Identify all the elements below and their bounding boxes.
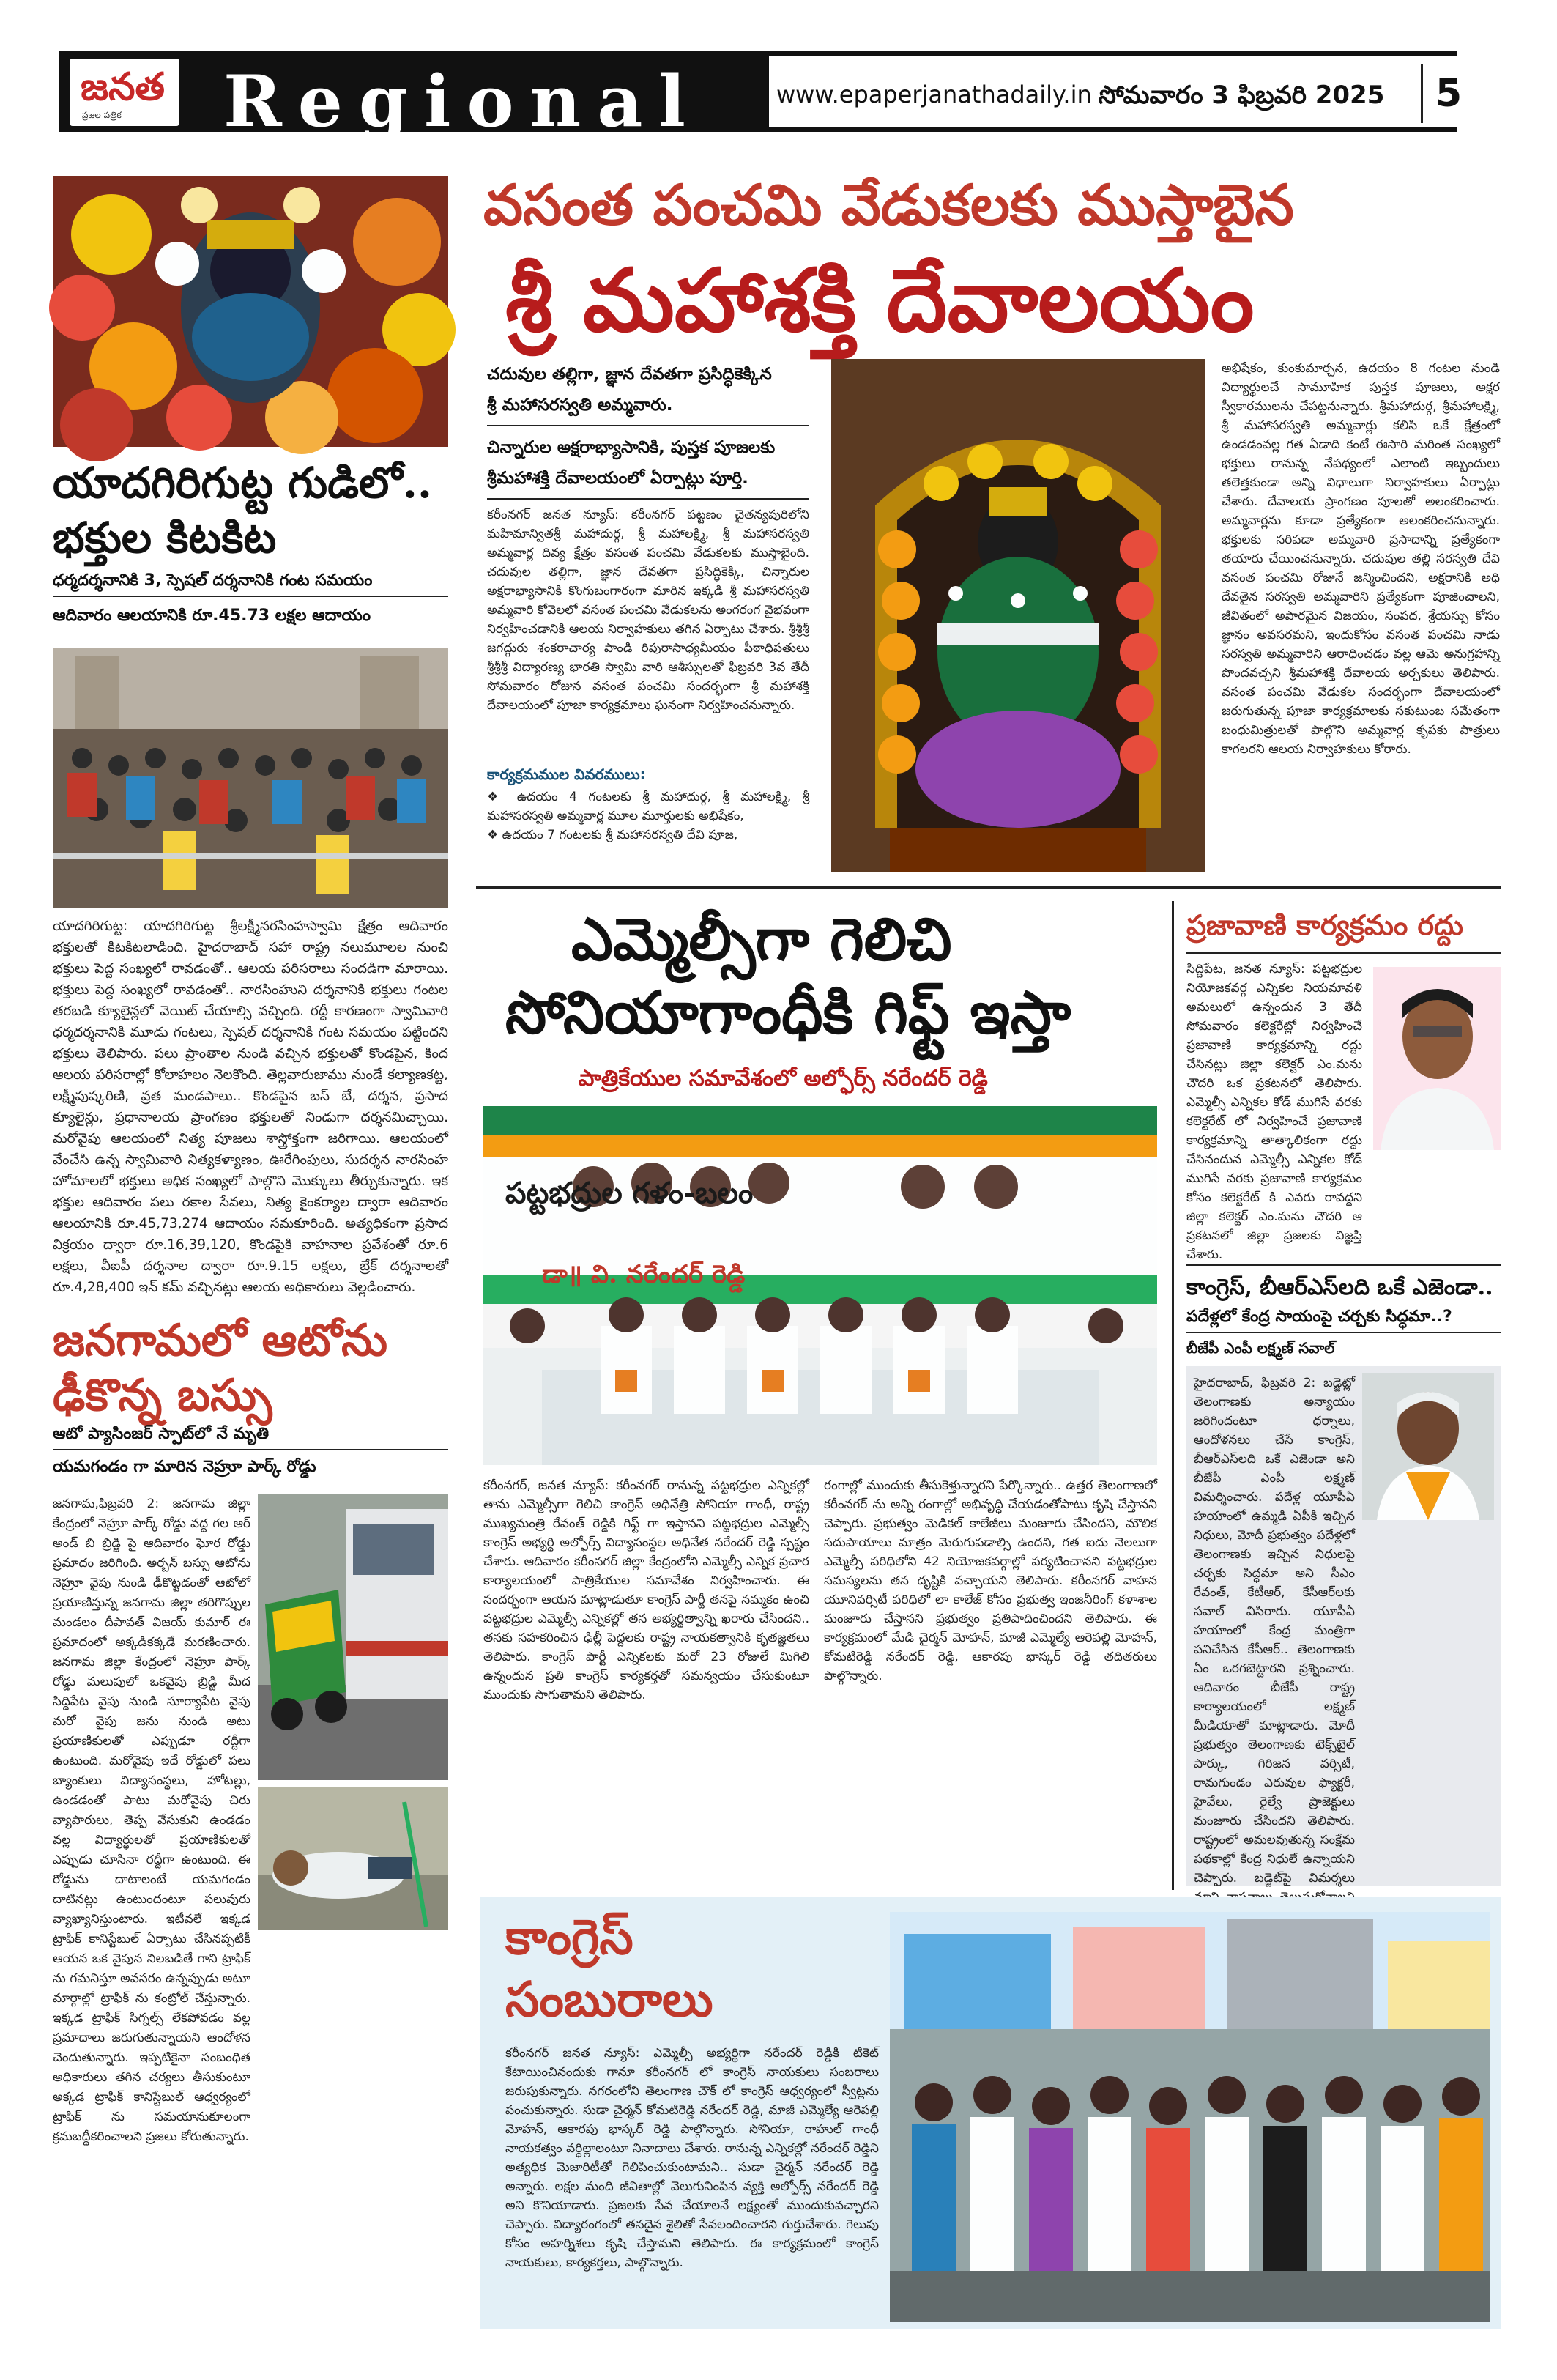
- celebrations-headline-2: సంబురాలు: [505, 1971, 713, 2028]
- column-divider: [1172, 901, 1174, 1890]
- jangaon-subhead-2: యమగండం గా మారిన నెహ్రూ పార్క్ రోడ్డు: [53, 1458, 316, 1476]
- bjp-subhead: పదేళ్లలో కేంద్ర సాయంపై చర్చకు సిద్ధమా..?: [1186, 1308, 1452, 1326]
- yadagiri-headline-2: భక్తుల కిటకిట: [53, 513, 277, 563]
- divider: [1186, 1332, 1501, 1333]
- mlc-article-body-continued: రంగాల్లో ముందుకు తీసుకెళ్తున్నారని పేర్కొన్నారు.. ఉత్తర తెలంగాణలో కరీంనగర్ ను అన్ని రంగాల్లో అభివృద్ధి చేయడంతోపాటు కృషి చేస్తానని చెప్పారు. ప్రభుత్వం మెడికల్ కాలేజీలు మంజూరు చేసిందని, మౌలిక సదుపాయాలు మాత్రం మెరుగుపడాల్సి ఉందని, గత ఐదు నెలలుగా ఎమ్మెల్సీ పరిధిలోని 42 నియోజకవర్గాల్లో పర్యటించానని పట్టభద్రుల సమస్యలను తన దృష్టికి వచ్చాయని తెలిపారు. కరీంనగర్ వాహన యూనివర్సిటీ పరిధిలో లా కాలేజ్ కోసం ప్రభుత్వ ఇంజనీరింగ్ కళాశాల మంజూరు చేస్తానని ప్రభుత్వం ప్రతిపాదించిందని తెలిపారు. ఈ కార్యక్రమంలో మేడి చైర్మన్ మోహన్, మాజీ ఎమ్మెల్యే ఆరెపల్లి మోహన్, కోమటిరెడ్డి నరేందర్ రెడ్డి, ఆకారపు భాస్కర్ రెడ్డి తదితరులు పాల్గొన్నారు.: [824, 1478, 1157, 1683]
- yadagiri-subhead-1: ధర్మదర్శనానికి 3, స్పెషల్ దర్శనానికి గంట సమయం: [53, 571, 373, 590]
- divider: [487, 498, 809, 500]
- accident-bus-auto-photo: [258, 1494, 448, 1780]
- mlc-article-body: కరీంనగర్, జనత న్యూస్: కరీంనగర్ రానున్న పట్టభద్రుల ఎన్నికల్లో తాను ఎమ్మెల్సీగా గెలిచి కాంగ్రెస్ అధినేత్రి సోనియా గాంధీ, రాష్ట్ర ముఖ్యమంత్రి రేవంత్ రెడ్డికి గిఫ్ట్ గా ఇస్తానని పట్టభద్రుల ఎమ్మెల్సీ కాంగ్రెస్ అభ్యర్థి అల్ఫోర్స్ విద్యాసంస్థల అధినేత నరేందర్ రెడ్డి స్పష్టం చేశారు. ఆదివారం కరీంనగర్ జిల్లా కేంద్రంలోని ఎమ్మెల్సీ ఎన్నిక ప్రచార కార్యాలయంలో పాత్రికేయుల సమావేశం నిర్వహించారు. ఈ సందర్భంగా ఆయన మాట్లాడుతూ కాంగ్రెస్ పార్టీ తనపై నమ్మకం ఉంచి పట్టభద్రుల ఎమ్మెల్సీ ఎన్నికల్లో తన అభ్యర్థిత్వాన్ని ఖరారు చేసిందని.. తనకు సహకరించిన ఢిల్లీ పెద్దలకు రాష్ట్ర నాయకత్వానికి కృతజ్ఞతలు తెలిపారు. కాంగ్రెస్ పార్టీ ఎన్నికలకు మరో 23 రోజులే మిగిలి ఉన్నందున ప్రతి కాంగ్రెస్ కార్యకర్తతో సమన్వయం చేసుకుంటూ ముందుకు సాగుతామని తెలిపారు.: [483, 1478, 809, 1702]
- yadagiri-headline-1: యాదగిరిగుట్ట గుడిలో..: [53, 458, 433, 508]
- lead-kicker: వసంత పంచమి వేడుకలకు ముస్తాబైన: [483, 172, 1294, 237]
- injured-victim-photo: [258, 1787, 448, 1930]
- lead-article-body: కరీంనగర్ జనత న్యూస్: కరీంనగర్ పట్టణం చైతన్యపురిలోని మహిమాన్వితశ్రీ మహాదుర్గ, శ్రీ మహాలక్ష్మి, శ్రీ మహాసరస్వతి అమ్మవార్ల దివ్య క్షేత్రం వసంత పంచమి వేడుకలకు ముస్తాబైంది. చదువుల తల్లిగా, జ్ఞాన దేవతగా ప్రసిద్ధికెక్కి, చిన్నారుల అక్షరాభ్యాసానికి కొంగుబంగారంగా మారిన ఇక్కడి శ్రీ మహాసరస్వతి అమ్మవారి కోవెలలో వసంత పంచమి వేడుకలను అంగరంగ వైభవంగా నిర్వహించడానికి ఆలయ నిర్వాహకులు తగిన ఏర్పాటు చేశారు. శ్రీశ్రీశ్రీ జగద్గురు శంకరాచార్య పాండి రిపురాసాధ్యమీయం పీఠాధిపతులు శ్రీశ్రీశ్రీ విద్యారణ్య భారతి స్వామి వారి ఆశీస్సులతో ఫిబ్రవరి 3వ తేదీ సోమవారం రోజున వసంత పంచమి సందర్భంగా శ్రీ మహాశక్తి దేవాలయంలో పూజా కార్యక్రమాలు ఘనంగా నిర్వహించనున్నారు.: [487, 508, 809, 713]
- website-url[interactable]: www.epaperjanathadaily.in: [776, 81, 1092, 108]
- mlc-headline-2: సోనియాగాంధీకి గిఫ్ట్ ఇస్తా: [505, 978, 1071, 1047]
- logo-tagline: ప్రజల పత్రిక: [82, 110, 122, 120]
- celebrations-article-body: కరీంనగర్ జనత న్యూస్: ఎమ్మెల్సీ అభ్యర్థిగా నరేందర్ రెడ్డికి టికెట్ కేటాయించినందుకు గానూ కరీంనగర్ లో కాంగ్రెస్ నాయకులు సంబరాలు జరుపుకున్నారు. నగరంలోని తెలంగాణ చౌక్ లో కాంగ్రెస్ ఆధ్వర్యంలో స్వీట్లను పంచుకున్నారు. సుడా చైర్మన్ కోమటిరెడ్డి నరేందర్ రెడ్డి, మాజీ ఎమ్మెల్యే ఆరెపల్లి మోహన్, ఆకారపు భాస్కర్ రెడ్డి పాల్గొన్నారు. సోనియా, రాహుల్ గాంధీ నాయకత్వం వర్ధిల్లాలంటూ నినాదాలు చేశారు. రానున్న ఎన్నికల్లో నరేందర్ రెడ్డిని అత్యధిక మెజారిటీతో గెలిపించుకుంటామని.. సుడా చైర్మన్ నరేందర్ రెడ్డి అన్నారు. లక్షల మంది జీవితాల్లో వెలుగునింపిన వ్యక్తి అల్ఫోర్స్ నరేందర్ రెడ్డి అని కొనియాడారు. ప్రజలకు సేవ చేయాలనే లక్ష్యంతో ముందుకువచ్చారని చెప్పారు. విద్యారంగంలో తనదైన శైలితో సేవలందించారని గుర్తుచేశారు. గెలుపు కోసం అహర్నిశలు కృషి చేస్తామని తెలిపారు. ఈ కార్యక్రమంలో కాంగ్రెస్ నాయకులు, కార్యకర్తలు, పాల్గొన్నారు.: [505, 2046, 879, 2270]
- jangaon-headline-1: జనగామలో ఆటోను: [53, 1315, 388, 1366]
- programme-item: ❖ ఉదయం 4 గంటలకు శ్రీ మహాదుర్గ, శ్రీ మహాలక్ష్మి, శ్రీ మహాసరస్వతి అమ్మవార్ల మూల మూర్తులకు అభిషేకం,: [487, 790, 809, 823]
- lead-deck: [487, 359, 809, 494]
- prajavani-headline: ప్రజావాణి కార్యక్రమం రద్దు: [1186, 908, 1463, 941]
- jangaon-subhead-1: ఆటో ప్యాసింజర్ స్పాట్‌లో నే మృతి: [53, 1425, 270, 1443]
- divider: [53, 1449, 448, 1450]
- lead-deck-line: చదువుల తల్లిగా, జ్ఞాన దేవతగా ప్రసిద్ధికెక్కిన: [487, 365, 772, 384]
- jangaon-headline-2: ఢీకొన్న బస్సు: [53, 1370, 272, 1421]
- laxman-portrait-photo: [1362, 1373, 1494, 1520]
- lead-deck-line: శ్రీమహాశక్తి దేవాలయంలో ఏర్పాట్లు పూర్తి.: [487, 469, 748, 488]
- lead-headline: శ్రీ మహాశక్తి దేవాలయం: [505, 249, 1255, 351]
- bjp-headline: కాంగ్రెస్, బీఆర్ఎస్‌లది ఒకే ఎజెండా..: [1186, 1275, 1493, 1300]
- issue-date: సోమవారం 3 ఫిబ్రవరి 2025: [1099, 81, 1385, 110]
- collector-portrait-photo: [1373, 967, 1501, 1150]
- yadagiri-article-body: యాదగిరిగుట్ట: యాదగిరిగుట్ట శ్రీలక్ష్మీనరసింహస్వామి క్షేత్రం ఆదివారం భక్తులతో కిటకిటలాడింది. హైదరాబాద్ సహా రాష్ట్ర నలుమూలల నుంచి భక్తులు పెద్ద సంఖ్యలో రావడంతో.. ఆలయ పరిసరాలు సందడిగా మారాయి. భక్తులు పెద్ద సంఖ్యలో రావడంతో.. నారసింహుని దర్శనానికి భక్తులు గంటల తరబడి క్యూలైన్లలో వెయిట్ చేయాల్సి వచ్చింది. రద్దీ కారణంగా స్వామివారి ధర్మదర్శనానికి మూడు గంటలు, స్పెషల్ దర్శనానికి గంట సమయం పట్టిందని భక్తులు తెలిపారు. పలు ప్రాంతాల నుండి వచ్చిన భక్తులతో కొండపైన, కింద ఆలయ పరిసరాల్లో కోలాహలం నెలకొంది. తెల్లవారుజాము నుండే కల్యాణకట్ట, లక్ష్మీపుష్కరిణి, వ్రత మండపాలు.. కొండపైన బస్ బే, దర్శన, ప్రసాద క్యూలైన్లు, ప్రధానాలయ ప్రాంగణం భక్తులతో నిండుగా దర్శనమిచ్చాయి. మరోవైపు ఆలయంలో నిత్య పూజలు శాస్త్రోక్తంగా జరిగాయి. ఆలయంలో వేంచేసి ఉన్న స్వామివారి నిత్యకళ్యాణం, ఊరేగింపులు, సుదర్శన నారసింహ హోమాలలో భక్తులు అధిక సంఖ్యలో పాల్గొని మొక్కులు తీర్చుకున్నారు. ఇక భక్తుల ఆదివారం పలు రకాల సేవలు, నిత్య కైంకర్యాల ద్వారా ఆదివారం ఆలయానికి రూ.45,73,274 ఆదాయం సమకూరింది. అత్యధికంగా ప్రసాద విక్రయం ద్వారా రూ.16,39,120, కొండపైకి వాహనాల ప్రవేశంతో రూ.6 లక్షలు, వీఐపీ దర్శనాల ద్వారా రూ.9.15 లక్షలు, బ్రేక్ దర్శనాలతో రూ.4,28,400 ఇన్ కమ్ వచ్చినట్లు ఆలయ అధికారులు వెల్లడించారు.: [53, 919, 448, 1295]
- lead-article-body-continued: అభిషేకం, కుంకుమార్చన, ఉదయం 8 గంటల నుండి విద్యార్థులచే సామూహిక పుస్తక పూజలు, అక్షర స్వీకారములను చేపట్టనున్నారు. శ్రీమహాదుర్గ, శ్రీమహాలక్ష్మి, శ్రీ మహాసరస్వతి అమ్మవార్లు కలిసి ఒకే క్షేత్రంలో ఉండడంవల్ల గత ఏడాది కంటే ఈసారి మరింత సంఖ్యలో భక్తులు రానున్న నేపథ్యంలో ఎలాంటి ఇబ్బందులు తలెత్తకుండా అన్ని విధాలుగా నిర్వాహకులు ఏర్పాట్లు చేశారు. దేవాలయ ప్రాంగణం పూలతో అలంకరించారు. అమ్మవార్లను కూడా ప్రత్యేకంగా అలంకరించనున్నారు. భక్తులకు సరిపడా అమ్మవారి ప్రసాదాన్ని ప్రత్యేకంగా తయారు చేయించనున్నారు. చదువుల తల్లి సరస్వతి దేవి వసంత పంచమి రోజునే జన్మించిందని, అక్షరానికి అధి దేవతైన సరస్వతి అమ్మవారిని ప్రత్యేకంగా పూజించాలని, జీవితంలో అపారమైన విజయం, సంపద, శ్రేయస్సు కోసం జ్ఞానం అవసరమని, ఇందుకోసం వసంత పంచమి నాడు సరస్వతి అమ్మవారిని ఆరాధించడం వల్ల ఆమె అనుగ్రహాన్ని పొందవచ్చని శ్రీమహాశక్తి దేవాలయ అర్చకులు తెలిపారు. వసంత పంచమి వేడుకల సందర్భంగా దేవాలయంలో జరుగుతున్న పూజా కార్యక్రమాలకు సకుటుంబ సమేతంగా బంధుమిత్రులతో పాల్గొని అమ్మవార్ల కృపకు పాత్రులు కాగలరని ఆలయ నిర్వాహకులు కోరారు.: [1222, 361, 1500, 757]
- deity-flower-photo: [53, 176, 448, 447]
- celebration-crowd-photo: [890, 1912, 1490, 2322]
- divider: [53, 596, 448, 597]
- yadagiri-subhead-2: ఆదివారం ఆలయానికి రూ.45.73 లక్షల ఆదాయం: [53, 607, 371, 625]
- saraswati-idol-photo: [831, 359, 1205, 872]
- devotees-queue-photo: [53, 648, 448, 908]
- page-number: 5: [1435, 72, 1463, 116]
- prajavani-article-body: సిద్దిపేట, జనత న్యూస్: పట్టభద్రుల నియోజకవర్గ ఎన్నికల నియమావళి అమలులో ఉన్నందున 3 తేదీ సోమవారం కలెక్టరేట్లో నిర్వహించే ప్రజావాణి కార్యక్రమాన్ని రద్దు చేసినట్లు జిల్లా కలెక్టర్ ఎం.మను చౌదరి ఒక ప్రకటనలో తెలిపారు. ఎమ్మెల్సీ ఎన్నికల కోడ్ ముగిసే వరకు కలెక్టరేట్ లో నిర్వహించే ప్రజావాణి కార్యక్రమాన్ని తాత్కాలికంగా రద్దు చేసినందున ఎమ్మెల్సీ ఎన్నికల కోడ్ ముగిసే వరకు ప్రజావాణి కార్యక్రమం కోసం కలెక్టరేట్ కి ఎవరు రావద్దని జిల్లా కలెక్టర్ ఎం.మను చౌదరి ఆ ప్రకటనలో జిల్లా ప్రజలకు విజ్ఞప్తి చేశారు.: [1186, 962, 1362, 1262]
- programme-list: [487, 787, 809, 845]
- divider: [1186, 952, 1501, 954]
- lead-deck-line: శ్రీ మహాసరస్వతి అమ్మవారు.: [487, 396, 673, 415]
- newspaper-logo: జనత: [81, 64, 165, 109]
- bjp-article-body: హైదరాబాద్, ఫిబ్రవరి 2: బడ్జెట్లో తెలంగాణకు అన్యాయం జరిగిందంటూ ధర్నాలు, ఆందోళనలు చేసే కాంగ్రెస్, బీఆర్ఎస్‌లది ఒకే ఎజెండా అని బీజేపీ ఎంపీ లక్ష్మణ్ విమర్శించారు. పదేళ్ల యూపీఏ హయాంలో ఉమ్మడి ఏపీకి ఇచ్చిన నిధులు, మోదీ ప్రభుత్వం పదేళ్లలో తెలంగాణకు ఇచ్చిన నిధులపై చర్చకు సిద్ధమా అని సీఎం రేవంత్, కేటీఆర్, కేసీఆర్‌లకు సవాల్ విసిరారు. యూపీఏ హయాంలో కేంద్ర మంత్రిగా పనిచేసిన కేసీఆర్.. తెలంగాణకు ఏం ఒరగబెట్టారని ప్రశ్నించారు. ఆదివారం బీజేపీ రాష్ట్ర కార్యాలయంలో లక్ష్మణ్ మీడియాతో మాట్లాడారు. మోదీ ప్రభుత్వం తెలంగాణకు టెక్స్‌టైల్ పార్కు, గిరిజన వర్సిటీ, రామగుండం ఎరువుల ఫ్యాక్టరీ, హైవేలు, రైల్వే ప్రాజెక్టులు మంజూరు చేసిందని తెలిపారు. రాష్ట్రంలో అమలవుతున్న సంక్షేమ పథకాల్లో కేంద్ర నిధులే ఉన్నాయని చెప్పారు. బడ్జెట్‌పై విమర్శలు: [1194, 1376, 1355, 1886]
- divider: [476, 886, 1501, 889]
- jangaon-article-body-continued: [53, 1912, 448, 2264]
- bjp-article-body-continued: [1194, 1531, 1494, 1879]
- section-title: Regional: [223, 60, 702, 143]
- page-number-divider: [1421, 64, 1423, 123]
- celebrations-headline-1: కాంగ్రెస్: [505, 1908, 633, 1965]
- press-banner-title: పట్టభద్రుల గళం-బలం: [505, 1176, 754, 1210]
- press-banner-candidate: డా॥ వి. నరేందర్ రెడ్డి: [542, 1260, 746, 1289]
- bjp-byline: బీజేపీ ఎంపీ లక్ష్మణ్ సవాల్: [1186, 1339, 1335, 1357]
- jangaon-article-body: జనగామ,ఫిబ్రవరి 2: జనగామ జిల్లా కేంద్రంలో నెహ్రూ పార్క్ రోడ్డు వద్ద గల ఆర్ అండ్ బి బ్రిడ్జి పై ఆదివారం ఘోర రోడ్డు ప్రమాదం జరిగింది. అర్బన్ బస్సు ఆటోను నెహ్రూ వైపు నుండి ఢీకొట్టడంతో ఆటోలో ప్రయాణిస్తున్న జనగామ జిల్లా తరిగొప్పుల మండలం దీపావత్ విజయ్ కుమార్ ఈ ప్రమాదంలో అక్కడికక్కడే మరణించారు. జనగామ జిల్లా కేంద్రంలో నెహ్రూ పార్క్ రోడ్డు మలుపులో ఒకవైపు బ్రిడ్జి మీద సిద్దిపేట వైపు నుండి సూర్యాపేట వైపు మరో వైపు జను నుండి అటు ప్రయాణికులతో ఎప్పుడూ రద్దీగా ఉంటుంది. మరోవైపు ఇదే రోడ్డులో పలు బ్యాంకులు విద్యాసంస్థలు, హోటల్లు, ఉండడంతో పాటు మరోవైపు చిరు వ్యాపారులు, తెప్ప వేసుకుని ఉండడం వల్ల విద్యార్థులతో ప్రయాణికులతో ఎప్పుడు చూసినా రద్దీగా ఉంటుంది. ఈ రోడ్డును దాటాలంటే యమగండం దాటినట్లు ఉంటుందంటూ పలువురు వ్యాఖ్యానిస్తుంటారు. ఇటీవలే ఇక్కడ ట్రాఫిక్ కానిస్టేబుల్ ఏర్పాటు చేసినప్పటికీ ఆయన ఒక వైపున నిలబడితే గాని ట్రాఫిక్ ను గమనిస్తూ అవసరం ఉన్నప్పుడు అటూ మార్గాల్లో ట్రాఫిక్ ను కంట్రోల్ చేస్తున్నారు. ఇక్కడ ట్రాఫిక్ సిగ్నల్స్ లేకపోవడం వల్ల ప్రమాదాలు జరుగుతున్నాయని ఆందోళన చెందుతున్నారు. ఇప్పటికైనా సంబంధిత అధికారులు తగిన చర్యలు తీసుకుంటూ అక్కడ ట్రాఫిక్ కానిస్టేబుల్ ఆధ్వర్యంలో ట్రాఫిక్ ను సమయానుకూలంగా క్రమబద్ధీకరించాలని ప్రజలు కోరుతున్నారు.: [53, 1497, 250, 2144]
- lead-deck-line: చిన్నారుల అక్షరాభ్యాసానికి, పుస్తక పూజలకు: [487, 438, 776, 457]
- programme-item: ❖ ఉదయం 7 గంటలకు శ్రీ మహాసరస్వతి దేవి పూజ,: [487, 828, 738, 842]
- mlc-headline-1: ఎమ్మెల్సీగా గెలిచి: [571, 905, 952, 974]
- divider: [1186, 1264, 1501, 1266]
- programme-heading: కార్యక్రమముల వివరములు:: [487, 765, 646, 783]
- mlc-deck: పాత్రికేయుల సమావేశంలో అల్ఫోర్స్ నరేందర్ రెడ్డి: [579, 1066, 988, 1091]
